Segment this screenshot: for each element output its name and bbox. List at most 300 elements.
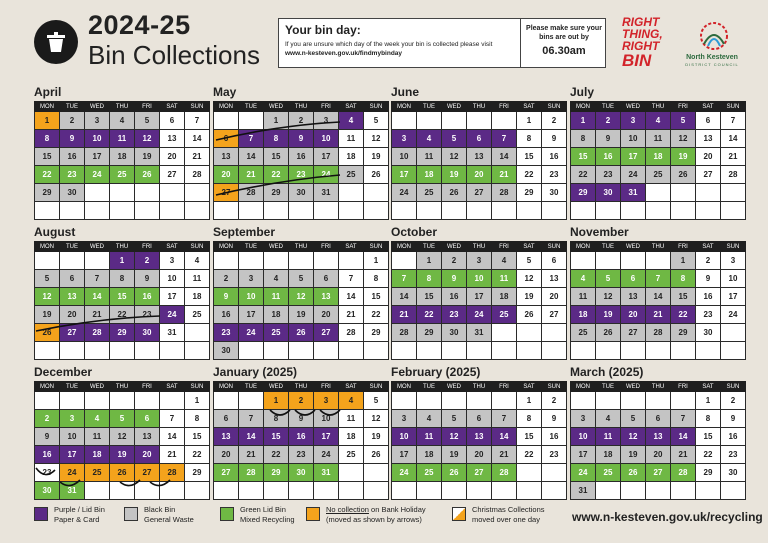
calendar-day <box>417 482 442 500</box>
calendar-day: 4 <box>417 130 442 148</box>
calendar-day: 24 <box>621 166 646 184</box>
calendar-day: 7 <box>85 270 110 288</box>
legend-bank-holiday-swatch <box>306 507 320 521</box>
calendar-day: 27 <box>542 306 567 324</box>
weekday-header: MON <box>392 382 417 392</box>
calendar-day: 12 <box>364 130 389 148</box>
calendar-day: 28 <box>160 464 185 482</box>
calendar-day: 1 <box>35 112 60 130</box>
calendar-day <box>35 342 60 360</box>
calendar-day: 11 <box>492 270 517 288</box>
calendar-day: 14 <box>646 288 671 306</box>
page-title: Bin Collections <box>88 40 260 70</box>
weekday-header: MON <box>214 382 239 392</box>
bin-day-instructions: If you are unsure which day of the week your bin is collected please visit <box>285 41 493 48</box>
calendar-day <box>110 202 135 220</box>
calendar-day <box>596 482 621 500</box>
calendar-day: 23 <box>214 324 239 342</box>
calendar-day: 11 <box>596 428 621 446</box>
calendar-day: 10 <box>160 270 185 288</box>
calendar-day: 29 <box>264 184 289 202</box>
calendar-day <box>417 112 442 130</box>
calendar-day: 16 <box>35 446 60 464</box>
bin-day-url[interactable]: www.n-kesteven.gov.uk/findmybinday <box>285 50 403 57</box>
calendar-day: 20 <box>467 166 492 184</box>
calendar-day <box>671 184 696 202</box>
calendar-day <box>571 252 596 270</box>
calendar-day: 1 <box>517 392 542 410</box>
calendar-day <box>264 482 289 500</box>
calendar-day: 16 <box>60 148 85 166</box>
calendar-day: 27 <box>467 184 492 202</box>
calendar-day: 24 <box>85 166 110 184</box>
calendar-day: 14 <box>185 130 210 148</box>
calendar-day: 17 <box>571 446 596 464</box>
calendar-day <box>467 202 492 220</box>
recycling-url[interactable]: www.n-kesteven.gov.uk/recycling <box>572 510 763 524</box>
calendar-day <box>185 342 210 360</box>
weekday-header: SUN <box>542 382 567 392</box>
calendar-day: 7 <box>492 130 517 148</box>
calendar-day <box>239 392 264 410</box>
calendar-day: 22 <box>264 166 289 184</box>
calendar-day: 30 <box>35 482 60 500</box>
calendar-day: 10 <box>239 288 264 306</box>
calendar-day: 2 <box>60 112 85 130</box>
calendar-day: 9 <box>214 288 239 306</box>
calendar-day: 29 <box>571 184 596 202</box>
bin-out-time: 06.30am <box>542 45 586 57</box>
calendar-day: 3 <box>239 270 264 288</box>
calendar-day: 14 <box>339 288 364 306</box>
calendar-day: 8 <box>671 270 696 288</box>
legend-christmas-label: Christmas Collections <box>472 505 545 514</box>
calendar-day <box>85 342 110 360</box>
calendar-day: 1 <box>364 252 389 270</box>
weekday-header: SUN <box>185 102 210 112</box>
calendar-day: 17 <box>314 428 339 446</box>
calendar-day: 21 <box>492 446 517 464</box>
calendar-day: 18 <box>110 148 135 166</box>
calendar-day: 14 <box>492 428 517 446</box>
calendar-day: 23 <box>60 166 85 184</box>
calendar-day: 3 <box>467 252 492 270</box>
month-calendar <box>391 364 567 500</box>
weekday-header: THU <box>289 242 314 252</box>
calendar-day: 19 <box>621 446 646 464</box>
month-name: March (2025) <box>570 365 644 379</box>
calendar-day <box>60 252 85 270</box>
calendar-day <box>239 252 264 270</box>
calendar-day <box>517 464 542 482</box>
calendar-day: 9 <box>35 428 60 446</box>
calendar-day: 6 <box>542 252 567 270</box>
calendar-day: 2 <box>721 392 746 410</box>
calendar-day <box>239 202 264 220</box>
calendar-day: 13 <box>542 270 567 288</box>
weekday-header: SAT <box>696 382 721 392</box>
calendar-day: 22 <box>571 166 596 184</box>
calendar-day: 18 <box>264 306 289 324</box>
calendar-day <box>517 342 542 360</box>
calendar-day: 7 <box>646 270 671 288</box>
calendar-day: 5 <box>35 270 60 288</box>
calendar-day <box>621 252 646 270</box>
calendar-day: 14 <box>160 428 185 446</box>
weekday-header: FRI <box>492 382 517 392</box>
weekday-header: WED <box>85 102 110 112</box>
calendar-day: 1 <box>571 112 596 130</box>
council-name: North Kesteven <box>686 54 738 61</box>
month-name: November <box>570 225 629 239</box>
calendar-day: 13 <box>160 130 185 148</box>
calendar-day <box>467 342 492 360</box>
legend-christmas-swatch <box>452 507 466 521</box>
legend-black-desc: General Waste <box>144 515 194 524</box>
calendar-day: 27 <box>621 324 646 342</box>
calendar-day: 30 <box>721 464 746 482</box>
bin-out-note: Please make sure your bins are out by <box>526 25 602 41</box>
calendar-day: 10 <box>621 130 646 148</box>
calendar-day: 11 <box>417 148 442 166</box>
calendar-day: 29 <box>671 324 696 342</box>
calendar-day: 6 <box>60 270 85 288</box>
calendar-day <box>85 202 110 220</box>
calendar-day: 7 <box>160 410 185 428</box>
calendar-day: 17 <box>392 166 417 184</box>
calendar-day <box>542 464 567 482</box>
calendar-day: 30 <box>596 184 621 202</box>
calendar-day <box>339 482 364 500</box>
calendar-day: 30 <box>60 184 85 202</box>
calendar-day <box>467 392 492 410</box>
calendar-day: 4 <box>417 410 442 428</box>
calendar-day: 11 <box>571 288 596 306</box>
calendar-day: 31 <box>60 482 85 500</box>
calendar-day: 27 <box>60 324 85 342</box>
calendar-day: 12 <box>110 428 135 446</box>
weekday-header: SAT <box>517 382 542 392</box>
month-calendar <box>570 84 746 220</box>
weekday-header: THU <box>110 242 135 252</box>
weekday-header: SAT <box>339 102 364 112</box>
weekday-header: THU <box>467 102 492 112</box>
month-calendar <box>34 364 210 500</box>
weekday-header: SUN <box>364 382 389 392</box>
calendar-day <box>160 342 185 360</box>
weekday-header: THU <box>289 382 314 392</box>
calendar-day <box>442 392 467 410</box>
calendar-day <box>517 202 542 220</box>
weekday-header: THU <box>467 242 492 252</box>
calendar-day <box>60 392 85 410</box>
calendar-day: 28 <box>492 464 517 482</box>
weekday-header: FRI <box>671 242 696 252</box>
calendar-day <box>160 392 185 410</box>
month-name: May <box>213 85 237 99</box>
calendar-day <box>214 252 239 270</box>
calendar-day: 7 <box>392 270 417 288</box>
calendar-day <box>492 342 517 360</box>
calendar-day: 14 <box>492 148 517 166</box>
calendar-day: 22 <box>417 306 442 324</box>
calendar-day: 29 <box>110 324 135 342</box>
legend-bank-holiday <box>306 505 456 535</box>
calendar-day: 31 <box>571 482 596 500</box>
calendar-day <box>339 202 364 220</box>
calendar-day: 6 <box>621 270 646 288</box>
calendar-day: 30 <box>289 184 314 202</box>
weekday-header: FRI <box>314 382 339 392</box>
calendar-day <box>214 112 239 130</box>
calendar-day <box>696 202 721 220</box>
weekday-header: TUE <box>417 382 442 392</box>
calendar-day <box>721 342 746 360</box>
calendar-day: 12 <box>442 148 467 166</box>
calendar-day: 4 <box>185 252 210 270</box>
calendar-day <box>671 202 696 220</box>
calendar-day <box>110 482 135 500</box>
calendar-day: 21 <box>392 306 417 324</box>
weekday-header: SUN <box>721 382 746 392</box>
calendar-day: 16 <box>214 306 239 324</box>
calendar-day <box>571 392 596 410</box>
calendar-day <box>364 342 389 360</box>
calendar-day <box>364 184 389 202</box>
calendar-day: 1 <box>417 252 442 270</box>
calendar-day: 31 <box>467 324 492 342</box>
calendar-day: 11 <box>339 130 364 148</box>
calendar-day: 16 <box>721 428 746 446</box>
legend-green-label: Green Lid Bin <box>240 505 286 514</box>
legend-christmas-desc: moved over one day <box>472 515 540 524</box>
calendar-day: 2 <box>135 252 160 270</box>
calendar-day: 21 <box>185 148 210 166</box>
calendar-day: 22 <box>110 306 135 324</box>
calendar-day <box>696 184 721 202</box>
calendar-day: 5 <box>517 252 542 270</box>
calendar-day: 23 <box>289 166 314 184</box>
calendar-day: 6 <box>314 270 339 288</box>
calendar-day: 14 <box>671 428 696 446</box>
weekday-header: WED <box>621 242 646 252</box>
calendar-day: 4 <box>339 392 364 410</box>
weekday-header: WED <box>264 382 289 392</box>
calendar-day: 14 <box>239 428 264 446</box>
calendar-day <box>135 342 160 360</box>
calendar-day: 17 <box>314 148 339 166</box>
calendar-day: 3 <box>392 130 417 148</box>
calendar-day: 10 <box>60 428 85 446</box>
calendar-day: 22 <box>364 306 389 324</box>
month-calendar <box>213 364 389 500</box>
weekday-header: MON <box>35 382 60 392</box>
weekday-header: TUE <box>596 102 621 112</box>
calendar-day <box>492 482 517 500</box>
calendar-day: 2 <box>542 392 567 410</box>
calendar-day <box>160 482 185 500</box>
calendar-day <box>135 202 160 220</box>
calendar-day <box>85 184 110 202</box>
weekday-header: SUN <box>721 102 746 112</box>
calendar-day <box>467 112 492 130</box>
calendar-day: 30 <box>696 324 721 342</box>
weekday-header: MON <box>571 242 596 252</box>
calendar-day <box>339 252 364 270</box>
calendar-day: 7 <box>492 410 517 428</box>
calendar-day: 25 <box>596 464 621 482</box>
calendar-day: 6 <box>646 410 671 428</box>
calendar-day: 26 <box>289 324 314 342</box>
calendar-day: 5 <box>110 410 135 428</box>
calendar-day: 6 <box>696 112 721 130</box>
legend-black-label: Black Bin <box>144 505 176 514</box>
calendar-day <box>596 342 621 360</box>
calendar-day: 5 <box>442 410 467 428</box>
calendar-day: 7 <box>721 112 746 130</box>
calendar-day: 8 <box>264 130 289 148</box>
calendar-day: 13 <box>60 288 85 306</box>
calendar-day: 3 <box>85 112 110 130</box>
calendar-day: 13 <box>646 428 671 446</box>
calendar-day: 26 <box>364 166 389 184</box>
calendar-day <box>542 482 567 500</box>
calendar-day: 21 <box>671 446 696 464</box>
calendar-day: 27 <box>696 166 721 184</box>
weekday-header: SUN <box>185 242 210 252</box>
month-calendar <box>213 84 389 220</box>
weekday-header: FRI <box>671 382 696 392</box>
calendar-day: 15 <box>264 428 289 446</box>
weekday-header: WED <box>264 102 289 112</box>
calendar-day: 26 <box>621 464 646 482</box>
calendar-day: 29 <box>517 184 542 202</box>
calendar-day: 7 <box>239 130 264 148</box>
calendar-day: 9 <box>721 410 746 428</box>
month-calendar <box>391 224 567 360</box>
calendar-day: 9 <box>135 270 160 288</box>
calendar-day: 4 <box>571 270 596 288</box>
weekday-header: SAT <box>517 242 542 252</box>
calendar-day: 18 <box>185 288 210 306</box>
calendar-day <box>721 324 746 342</box>
calendar-day: 28 <box>185 166 210 184</box>
month-name: July <box>570 85 595 99</box>
weekday-header: SAT <box>160 382 185 392</box>
calendar-day <box>60 342 85 360</box>
calendar-day: 9 <box>542 130 567 148</box>
calendar-day <box>214 392 239 410</box>
calendar-day: 12 <box>364 410 389 428</box>
legend-purple <box>34 505 134 535</box>
calendar-day: 3 <box>721 252 746 270</box>
calendar-day: 5 <box>671 112 696 130</box>
council-subtitle: DISTRICT COUNCIL <box>685 62 739 67</box>
calendar-day <box>339 184 364 202</box>
calendar-day: 13 <box>214 428 239 446</box>
calendar-day: 19 <box>364 428 389 446</box>
legend-green <box>220 505 320 535</box>
calendar-day: 22 <box>671 306 696 324</box>
calendar-day: 21 <box>239 446 264 464</box>
calendar-day: 31 <box>160 324 185 342</box>
calendar-day <box>517 482 542 500</box>
weekday-header: FRI <box>314 242 339 252</box>
calendar-day: 10 <box>392 148 417 166</box>
calendar-day <box>264 342 289 360</box>
calendar-day: 21 <box>721 148 746 166</box>
legend-black <box>124 505 224 535</box>
calendar-day <box>646 482 671 500</box>
calendar-day: 2 <box>542 112 567 130</box>
weekday-header: TUE <box>596 242 621 252</box>
calendar-day: 17 <box>392 446 417 464</box>
calendar-day: 26 <box>364 446 389 464</box>
calendar-day: 19 <box>364 148 389 166</box>
calendar-day: 20 <box>160 148 185 166</box>
calendar-day <box>214 482 239 500</box>
weekday-header: TUE <box>60 102 85 112</box>
weekday-header: SUN <box>542 242 567 252</box>
calendar-day <box>214 202 239 220</box>
calendar-day: 27 <box>214 464 239 482</box>
weekday-header: FRI <box>314 102 339 112</box>
calendar-day: 12 <box>671 130 696 148</box>
calendar-day <box>392 252 417 270</box>
calendar-day: 9 <box>60 130 85 148</box>
weekday-header: MON <box>35 102 60 112</box>
calendar-day: 26 <box>442 464 467 482</box>
calendar-day: 5 <box>135 112 160 130</box>
weekday-header: MON <box>214 242 239 252</box>
calendar-day <box>646 342 671 360</box>
calendar-day <box>135 482 160 500</box>
calendar-day <box>596 392 621 410</box>
weekday-header: FRI <box>492 242 517 252</box>
calendar-day: 4 <box>85 410 110 428</box>
calendar-day: 8 <box>185 410 210 428</box>
calendar-day <box>492 202 517 220</box>
calendar-day: 19 <box>671 148 696 166</box>
calendar-day: 22 <box>517 446 542 464</box>
calendar-day <box>671 342 696 360</box>
calendar-day: 25 <box>492 306 517 324</box>
legend-black-swatch <box>124 507 138 521</box>
weekday-header: MON <box>392 242 417 252</box>
calendar-day: 13 <box>621 288 646 306</box>
calendar-day: 2 <box>35 410 60 428</box>
calendar-day <box>135 184 160 202</box>
legend-bank-holiday-desc: (moved as shown by arrows) <box>326 515 422 524</box>
weekday-header: WED <box>442 102 467 112</box>
calendar-day: 11 <box>417 428 442 446</box>
calendar-day: 15 <box>364 288 389 306</box>
calendar-day: 27 <box>314 324 339 342</box>
calendar-day: 12 <box>517 270 542 288</box>
month-calendar <box>34 224 210 360</box>
calendar-day: 3 <box>314 112 339 130</box>
legend-purple-label: Purple / Lid Bin <box>54 505 105 514</box>
calendar-day: 16 <box>289 148 314 166</box>
calendar-day <box>135 392 160 410</box>
weekday-header: WED <box>442 242 467 252</box>
calendar-day <box>646 184 671 202</box>
legend-christmas <box>452 505 562 535</box>
calendar-day <box>160 202 185 220</box>
calendar-day <box>417 202 442 220</box>
calendar-day: 24 <box>721 306 746 324</box>
calendar-day: 20 <box>696 148 721 166</box>
